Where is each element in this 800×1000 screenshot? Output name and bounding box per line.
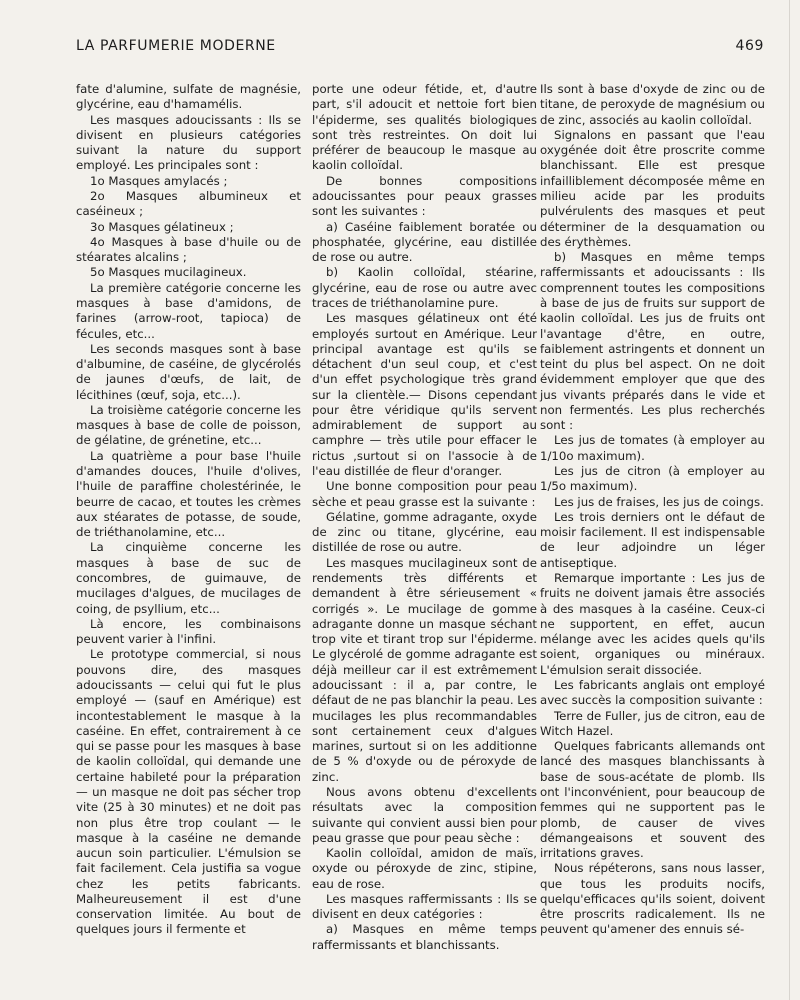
paragraph: Les seconds masques sont à base d'albumine, de caséine, de glycérolés de jaunes d'œufs, de lait, de lécithines (œuf, soja, etc...).: [76, 341, 301, 402]
paragraph: Signalons en passant que l'eau oxygénée doit être proscrite comme blanchissant. Elle est presque infailliblement décomposée même en milieu acide par les produits pulvérulents des masques et peut déterminer de la desquamation ou des érythèmes.: [540, 127, 765, 249]
list-item: 4o Masques à base d'huile ou de stéarates alcalins ;: [76, 234, 301, 265]
list-item: 1o Masques amylacés ;: [90, 173, 228, 188]
paragraph: Gélatine, gomme adragante, oxyde de zinc ou titane, glycérine, eau distillée de rose ou autre.: [312, 509, 537, 555]
paragraph: Là encore, les combinaisons peuvent varier à l'infini.: [76, 616, 301, 647]
paragraph: Ils sont à base d'oxyde de zinc ou de titane, de peroxyde de magnésium ou de zinc, associés au kaolin colloïdal.: [540, 82, 765, 127]
list-item: 5o Masques mucilagineux.: [90, 265, 247, 280]
paragraph: Terre de Fuller, jus de citron, eau de Witch Hazel.: [540, 708, 765, 738]
paragraph: Remarque importante : Les jus de fruits ne doivent jamais être associés à des masques à la caséine. Ceux-ci ne supportent, en effet, aucun mélange avec les acides quels qu'ils soient, organiques ou minéraux. L'émulsion serait dissociée.: [540, 571, 765, 677]
paragraph: Les jus de fraises, les jus de coings.: [554, 494, 764, 509]
paragraph: De bonnes compositions adoucissantes pour peaux grasses sont les suivantes :: [312, 173, 537, 219]
paragraph: Les jus de tomates (à employer au 1/10o maximum).: [540, 433, 765, 463]
paragraph: Nous avons obtenu d'excellents résultats avec la composition suivante qui convient aussi bien pour peau grasse que pour peau sèche :: [312, 784, 537, 845]
paragraph: Les masques adoucissants : Ils se divisent en plusieurs catégories suivant la nature du support employé. Les principales sont :: [76, 112, 301, 173]
paragraph: Les jus de citron (à employer au 1/5o maximum).: [540, 464, 765, 494]
paragraph: Les masques gélatineux ont été employés surtout en Amérique. Leur principal avantage est qu'ils se détachent d'un seul coup, et c'est d'un effet psychologique très grand sur la clientèle.— Disons cependant pour être véridique qu'ils servent admirablement de support au camphre — très utile pour effacer le rictus ,surtout si on l'associe à de l'eau distillée de fleur d'oranger.: [312, 311, 537, 479]
paragraph: La cinquième concerne les masques à base de suc de concombres, de guimauve, de mucilages d'algues, de mucilages de coing, de psyllium, etc...: [76, 540, 301, 616]
paragraph: b) Kaolin colloïdal, stéarine, glycérine, eau de rose ou autre avec traces de triéthanolamine pure.: [312, 265, 537, 310]
column-2: [312, 82, 537, 953]
paragraph: Kaolin colloïdal, amidon de maïs, oxyde ou péroxyde de zinc, stipine, eau de rose.: [312, 846, 537, 891]
paragraph: Nous répéterons, sans nous lasser, que tous les produits nocifs, quelqu'efficaces qu'ils soient, doivent être proscrits radicalement. Ils ne peuvent qu'amener des ennuis sé-: [540, 861, 765, 937]
paragraph: Les masques mucilagineux sont de rendements très différents et demandent à être sérieusement « corrigés ». Le mucilage de gomme adragante donne un masque séchant trop vite et tirant trop sur l'épiderme. Le glycérolé de gomme adragante est déjà meilleur car il est extrêmement adoucissant : il a, par contre, le défaut de ne pas blanchir la peau. Les mucilages les plus recommandables sont certainement ceux d'algues marines, surtout si on les additionne de 5 % d'oxyde ou de péroxyde de zinc.: [312, 555, 537, 784]
paragraph: La quatrième a pour base l'huile d'amandes douces, l'huile d'olives, l'huile de paraffine cholestérinée, le beurre de cacao, et toutes les crèmes aux stéarates de potasse, de soude, de triéthanolamine, etc...: [76, 448, 301, 540]
column-1: [76, 82, 301, 938]
paragraph: La troisième catégorie concerne les masques à base de colle de poisson, de gélatine, de grénetine, etc...: [76, 402, 301, 448]
paragraph: La première catégorie concerne les masques à base d'amidons, de farines (arrow-root, tapioca) de fécules, etc...: [76, 280, 301, 341]
page-edge: [789, 0, 790, 1000]
paragraph: porte une odeur fétide, et, d'autre part, s'il adoucit et nettoie fort bien l'épiderme, ses qualités biologiques sont très restreintes. On doit lui préférer de beaucoup le masque au kaolin colloïdal.: [312, 82, 537, 173]
list-item: 2o Masques albumineux et caséineux ;: [76, 188, 301, 219]
paragraph: Les trois derniers ont le défaut de moisir facilement. Il est indispensable de leur adjoindre un léger antiseptique.: [540, 509, 765, 570]
running-header: [76, 38, 764, 60]
paragraph: a) Masques en même temps raffermissants et blanchissants.: [312, 922, 537, 952]
paragraph: Le prototype commercial, si nous pouvons dire, des masques adoucissants — celui qui fut le plus employé — (sauf en Amérique) est incontestablement le masque à la caséine. En effet, contrairement à ce qui se passe pour les masques à base de kaolin colloïdal, qui demande une certaine habileté pour la préparation — un masque ne doit pas sécher trop vite (25 à 30 minutes) et ne doit pas non plus être trop coulant — le masque à la caséine ne demande aucun soin particulier. L'émulsion se fait facilement. Cela justifia sa vogue chez les petits fabricants. Malheureusement il est d'une conservation limitée. Au bout de quelques jours il fermente et: [76, 647, 301, 937]
paragraph: b) Masques en même temps raffermissants et adoucissants : Ils comprennent toutes les compositions à base de jus de fruits sur support de kaolin colloïdal. Les jus de fruits ont l'avantage d'être, en outre, faiblement astringents et donnent un teint du plus bel aspect. On ne doit évidemment employer que que des jus vivants préparés dans le vide et non fermentés. Les plus recherchés sont :: [540, 250, 765, 433]
page-number: 469: [735, 38, 764, 54]
column-3: [540, 82, 765, 938]
paragraph: Les masques raffermissants : Ils se divisent en deux catégories :: [312, 891, 537, 922]
journal-title: LA PARFUMERIE MODERNE: [76, 38, 276, 54]
list-item: 3o Masques gélatineux ;: [90, 219, 234, 234]
paragraph: Les fabricants anglais ont employé avec succès la composition suivante :: [540, 677, 765, 708]
paragraph: fate d'alumine, sulfate de magnésie, glycérine, eau d'hamamélis.: [76, 82, 301, 112]
paragraph: Une bonne composition pour peau sèche et peau grasse est la suivante :: [312, 479, 537, 509]
paragraph: Quelques fabricants allemands ont lancé des masques blanchissants à base de sous-acétate de plomb. Ils ont l'inconvénient, pour beaucoup de femmes qui ne supportent pas le plomb, de causer de vives démangeaisons et souvent des irritations graves.: [540, 739, 765, 861]
paragraph: a) Caséine faiblement boratée ou phosphatée, glycérine, eau distillée de rose ou autre.: [312, 219, 537, 265]
